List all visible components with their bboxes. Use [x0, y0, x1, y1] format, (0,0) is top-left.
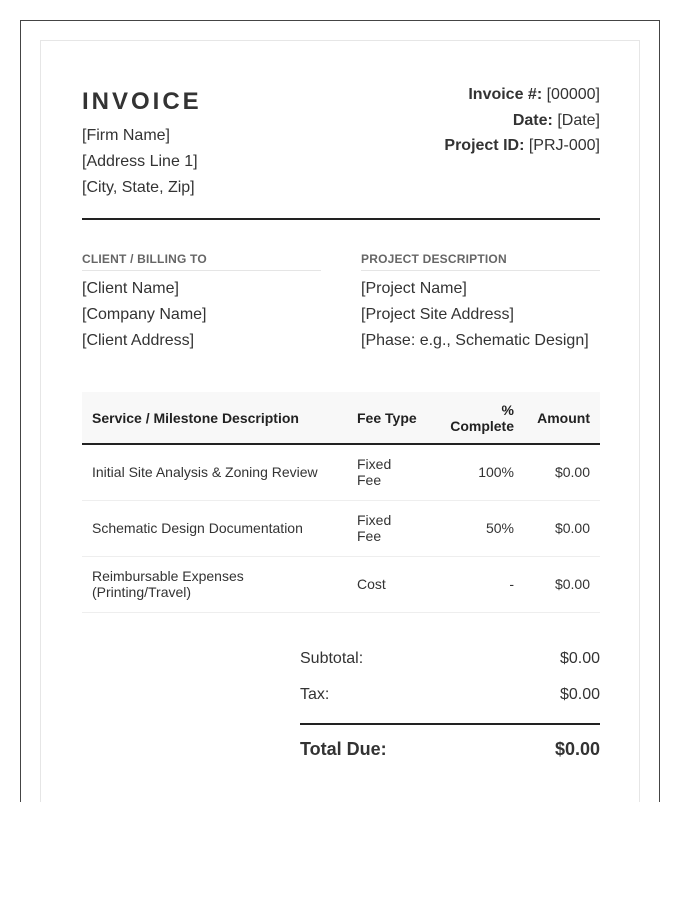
invoice-content: [82, 80, 600, 773]
line-items-table: [82, 392, 600, 613]
col-fee-type: Fee Type: [347, 392, 433, 444]
invoice-header: [82, 80, 600, 220]
total-due-value: $0.00: [554, 738, 600, 759]
firm-city-state-zip: [City, State, Zip]: [82, 179, 195, 196]
subtotal-row: [300, 641, 600, 677]
project-block: [361, 252, 600, 354]
row-description: Initial Site Analysis & Zoning Review: [82, 444, 347, 500]
row-fee-type-text: Fixed Fee: [357, 456, 392, 489]
row-percent-complete: 50%: [433, 500, 524, 556]
table-row: [82, 500, 600, 556]
company-name: [Company Name]: [82, 306, 207, 323]
info-section: [82, 220, 600, 392]
total-due-label: Total Due:: [300, 738, 387, 759]
firm-name: [Firm Name]: [82, 127, 170, 144]
invoice-date-label: Date:: [512, 111, 553, 129]
subtotal-label: Subtotal:: [300, 649, 364, 667]
table-body: [82, 444, 600, 612]
project-name: [Project Name]: [361, 280, 467, 297]
row-fee-type: [347, 500, 433, 556]
invoice-date-value: [Date]: [557, 111, 600, 129]
project-lines: [361, 276, 600, 354]
total-due-row: [300, 725, 600, 773]
subtotal-value: $0.00: [559, 649, 600, 667]
tax-label: Tax:: [300, 685, 330, 703]
invoice-meta: [444, 82, 600, 159]
invoice-number-label: Invoice #:: [468, 86, 543, 103]
project-heading: PROJECT DESCRIPTION: [361, 252, 600, 271]
col-percent-complete: % Complete: [433, 392, 524, 444]
project-site-address: [Project Site Address]: [361, 306, 514, 323]
row-percent-complete: -: [433, 556, 524, 612]
table-row: [82, 556, 600, 612]
firm-details: [82, 123, 198, 201]
invoice-number-value: [00000]: [546, 86, 600, 103]
billing-block: [82, 252, 321, 354]
project-id-label: Project ID:: [444, 137, 525, 154]
table-row: [82, 444, 600, 500]
invoice-date-row: [444, 108, 600, 134]
table-header-row: [82, 392, 600, 444]
tax-value: $0.00: [559, 685, 600, 703]
row-fee-type-text: Cost: [357, 576, 386, 592]
row-amount: $0.00: [524, 500, 600, 556]
row-amount: $0.00: [524, 444, 600, 500]
col-amount: Amount: [524, 392, 600, 444]
totals-block: [300, 641, 600, 773]
row-fee-type: [347, 556, 433, 612]
invoice-title: INVOICE: [82, 88, 202, 115]
project-id-row: [444, 133, 600, 159]
tax-row: [300, 677, 600, 713]
col-description: Service / Milestone Description: [82, 392, 347, 444]
row-amount: $0.00: [524, 556, 600, 612]
client-name: [Client Name]: [82, 280, 179, 297]
client-address: [Client Address]: [82, 332, 195, 349]
billing-heading: CLIENT / BILLING TO: [82, 252, 321, 271]
row-percent-complete: 100%: [433, 444, 524, 500]
table-header: [82, 392, 600, 444]
row-description: Schematic Design Documentation: [82, 500, 347, 556]
project-id-value: [PRJ-000]: [528, 137, 600, 154]
firm-address-line-1: [Address Line 1]: [82, 153, 198, 170]
row-description: [82, 556, 347, 612]
invoice-number-row: [444, 82, 600, 108]
row-description-text: Reimbursable Expenses (Printing/Travel): [92, 568, 244, 600]
row-fee-type-text: Fixed Fee: [357, 512, 392, 544]
project-phase: [Phase: e.g., Schematic Design]: [361, 332, 589, 349]
billing-lines: [82, 276, 321, 354]
row-fee-type: [347, 444, 433, 500]
